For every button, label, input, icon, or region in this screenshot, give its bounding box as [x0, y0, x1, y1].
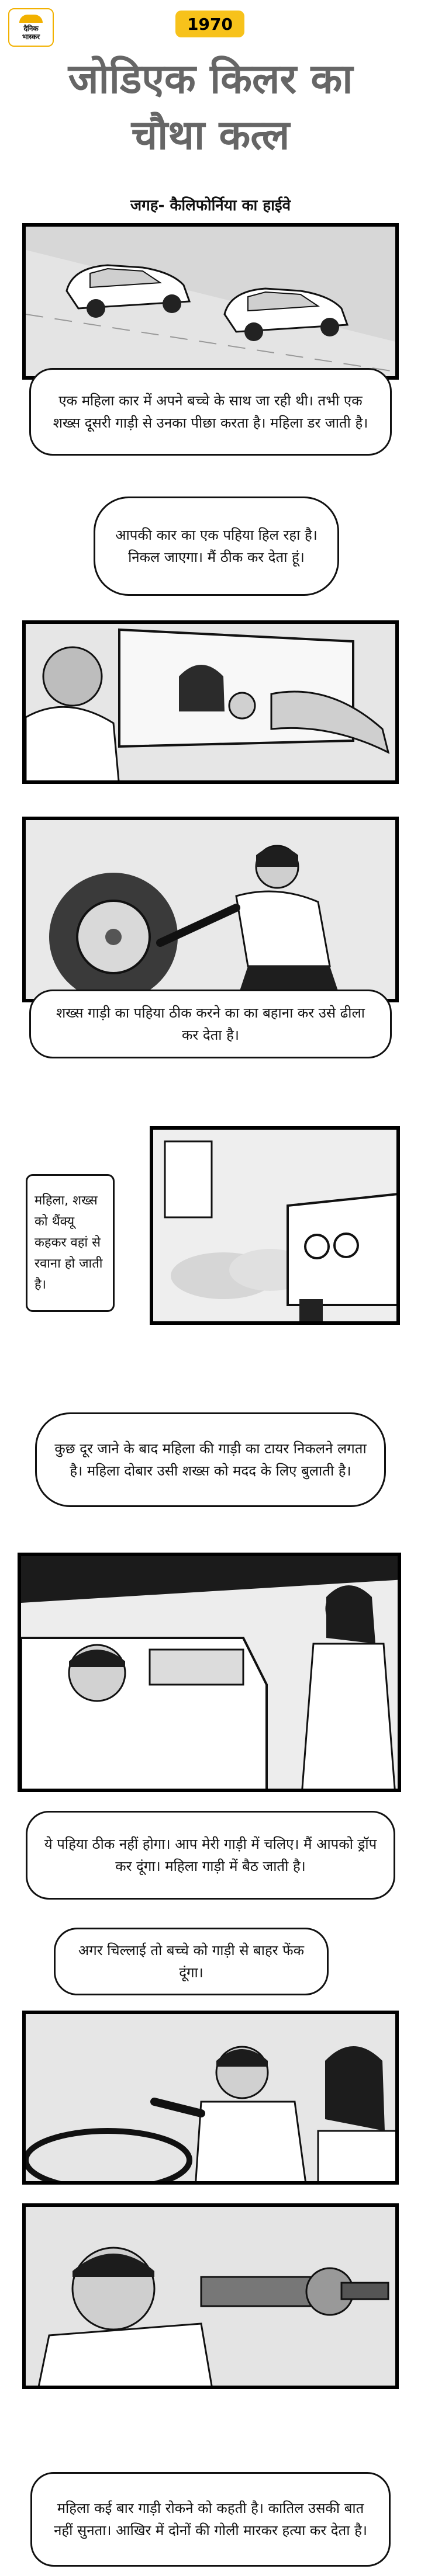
panel-gun: [22, 2203, 399, 2389]
panel-car-driving-away: [150, 1126, 400, 1325]
speech-text-threat: अगर चिल्लाई तो बच्चे को गाड़ी से बाहर फेंक दूंगा।: [78, 1942, 305, 1981]
narration-bubble-5: [35, 1412, 386, 1507]
location-label: जगह- कैलिफोर्निया का हाईवे: [130, 197, 291, 214]
brand-name-line1: दैनिक: [23, 24, 39, 33]
narration-box-4: [26, 1174, 115, 1312]
narration-bubble-8: [30, 2472, 391, 2567]
narration-text-5: कुछ दूर जाने के बाद महिला की गाड़ी का टायर निकलने लगता है। महिला दोबार उसी शख्स को मदद के लिए बुलाती है।: [54, 1440, 367, 1479]
year-badge: 1970: [175, 11, 244, 37]
speech-bubble-wheel-warning: [94, 497, 339, 596]
narration-text-8: महिला कई बार गाड़ी रोकने को कहती है। कातिल उसकी बात नहीं सुनता। आखिर में दोनों की गोली मारकर हत्या कर देता है।: [54, 2500, 367, 2539]
narration-text-4: महिला, शख्स को थैंक्यू कहकर वहां से रवाना हो जाती है।: [34, 1193, 103, 1292]
car-rear: [288, 1194, 399, 1322]
car-side: [21, 1638, 267, 1792]
brand-name-line2: भास्कर: [22, 32, 40, 41]
panel-loosening-wheel: [22, 817, 399, 1002]
panel-offer-ride: [18, 1553, 401, 1792]
narration-text-3: शख्स गाड़ी का पहिया ठीक करने का का बहाना कर उसे ढीला कर देता है।: [56, 1005, 365, 1043]
speech-bubble-6: [26, 1811, 395, 1900]
brand-logo: [8, 8, 54, 47]
page-title-line1: जोडिएक किलर का: [68, 55, 353, 103]
speech-text-wheel-warning: आपकी कार का एक पहिया हिल रहा है। निकल जाएगा। मैं ठीक कर देता हूं।: [115, 527, 318, 565]
car-wheel: [49, 873, 178, 1001]
narration-bubble-1: [29, 368, 392, 456]
page-title-line2: चौथा कत्ल: [131, 111, 290, 159]
speech-text-6: ये पहिया ठीक नहीं होगा। आप मेरी गाड़ी में चलिए। मैं आपको ड्रॉप कर दूंगा। महिला गाड़ी में बैठ जाती है।: [44, 1836, 377, 1874]
child-in-car: [229, 693, 255, 718]
panel-car-window: [22, 620, 399, 784]
narration-bubble-3: [29, 990, 392, 1058]
speech-bubble-threat: [54, 1928, 329, 1995]
panel-highway-cars: [22, 223, 399, 380]
sun-icon: [19, 15, 43, 23]
man-smiling-in-car: [69, 1645, 125, 1701]
narration-text-1: एक महिला कार में अपने बच्चे के साथ जा रही थी। तभी एक शख्स दूसरी गाड़ी से उनका पीछा करता है। महिला डर जाती है।: [53, 393, 368, 431]
panel-driving-threat: [22, 2011, 399, 2185]
woman-in-car: [179, 665, 225, 711]
